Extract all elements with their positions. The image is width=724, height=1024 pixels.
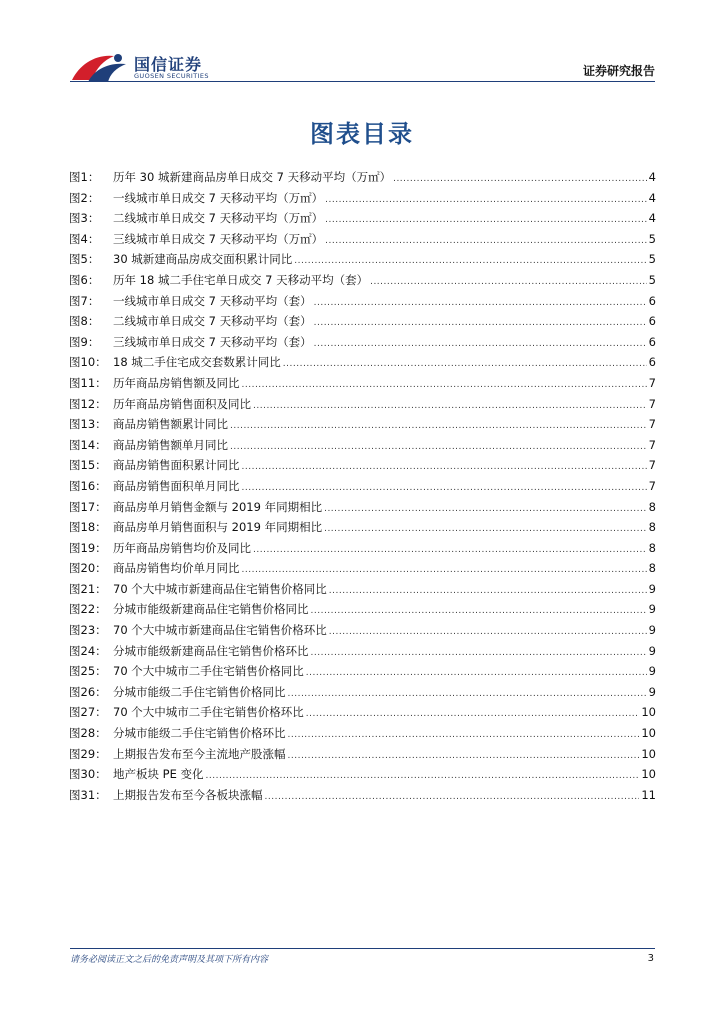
toc-figure-number: 图19： bbox=[69, 540, 107, 555]
toc-page-number: 8 bbox=[648, 520, 656, 535]
toc-item[interactable] bbox=[69, 414, 656, 435]
toc-figure-number: 图9： bbox=[69, 334, 100, 349]
toc-page-number: 8 bbox=[648, 499, 656, 514]
toc-item[interactable] bbox=[69, 167, 656, 188]
toc-figure-number: 图31： bbox=[69, 787, 107, 802]
toc-page-number: 4 bbox=[648, 190, 656, 205]
toc-dot-leader bbox=[253, 540, 647, 561]
toc-figure-number: 图18： bbox=[69, 520, 107, 535]
toc-dot-leader bbox=[324, 519, 647, 540]
toc-figure-number: 图3： bbox=[69, 211, 100, 226]
toc-item[interactable] bbox=[69, 352, 656, 373]
toc-dot-leader bbox=[306, 704, 640, 725]
toc-page-number: 5 bbox=[648, 272, 656, 287]
disclaimer-text: 请务必阅读正文之后的免责声明及其项下所有内容 bbox=[70, 955, 269, 965]
toc-page-number: 7 bbox=[648, 396, 656, 411]
toc-dot-leader bbox=[329, 622, 647, 643]
toc-item[interactable] bbox=[69, 455, 656, 476]
brand-name-cn: 国信证券 bbox=[134, 55, 203, 74]
toc-figure-title: 历年商品房销售均价及同比 bbox=[113, 540, 251, 555]
toc-page-number: 9 bbox=[648, 623, 656, 638]
toc-figure-number: 图11： bbox=[69, 375, 107, 390]
toc-figure-number: 图10： bbox=[69, 355, 107, 370]
toc-figure-title: 70 个大中城市新建商品住宅销售价格同比 bbox=[113, 581, 327, 596]
toc-dot-leader bbox=[288, 725, 640, 746]
toc-figure-number: 图1： bbox=[69, 170, 100, 184]
toc-item[interactable] bbox=[69, 249, 656, 270]
toc-figure-title: 商品房销售面积累计同比 bbox=[113, 458, 240, 473]
toc-item[interactable] bbox=[69, 702, 656, 723]
toc-figure-title: 70 个大中城市新建商品住宅销售价格环比 bbox=[113, 623, 327, 638]
toc-item[interactable] bbox=[69, 579, 656, 600]
toc-item[interactable] bbox=[69, 373, 656, 394]
toc-figure-title: 历年商品房销售额及同比 bbox=[113, 375, 240, 390]
toc-page-number: 9 bbox=[648, 581, 656, 596]
toc-figure-title: 商品房单月销售面积与 2019 年同期相比 bbox=[113, 520, 323, 535]
toc-page-number: 11 bbox=[641, 787, 656, 802]
toc-dot-leader bbox=[242, 478, 647, 499]
toc-figure-title: 三线城市单日成交 7 天移动平均（万㎡） bbox=[113, 231, 324, 246]
toc-figure-title: 商品房销售额累计同比 bbox=[113, 417, 228, 432]
toc-figure-number: 图26： bbox=[69, 684, 107, 699]
toc-page-number: 6 bbox=[648, 293, 656, 308]
toc-item[interactable] bbox=[69, 558, 656, 579]
toc-dot-leader bbox=[265, 787, 640, 808]
toc-page-number: 10 bbox=[641, 726, 656, 741]
toc-figure-number: 图6： bbox=[69, 272, 100, 287]
toc-item[interactable] bbox=[69, 764, 656, 785]
toc-item[interactable] bbox=[69, 620, 656, 641]
toc-dot-leader bbox=[288, 746, 640, 767]
toc-figure-number: 图13： bbox=[69, 417, 107, 432]
toc-figure-number: 图28： bbox=[69, 726, 107, 741]
toc-figure-number: 图24： bbox=[69, 643, 107, 658]
toc-page-number: 5 bbox=[648, 231, 656, 246]
toc-item[interactable] bbox=[69, 208, 656, 229]
toc-figure-title: 历年 18 城二手住宅单日成交 7 天移动平均（套） bbox=[113, 272, 369, 287]
toc-figure-title: 18 城二手住宅成交套数累计同比 bbox=[113, 355, 281, 370]
toc-dot-leader bbox=[283, 354, 647, 375]
toc-item[interactable] bbox=[69, 517, 656, 538]
toc-figure-title: 分城市能级二手住宅销售价格同比 bbox=[113, 684, 286, 699]
toc-figure-title: 分城市能级新建商品住宅销售价格同比 bbox=[113, 602, 309, 617]
toc-page-number: 5 bbox=[648, 252, 656, 267]
toc-item[interactable] bbox=[69, 435, 656, 456]
toc-page-number: 4 bbox=[648, 211, 656, 226]
toc-item[interactable] bbox=[69, 229, 656, 250]
toc-dot-leader bbox=[230, 437, 647, 458]
toc-item[interactable] bbox=[69, 538, 656, 559]
toc-page-number: 4 bbox=[648, 170, 656, 184]
toc-figure-title: 分城市能级二手住宅销售价格环比 bbox=[113, 726, 286, 741]
toc-item[interactable] bbox=[69, 682, 656, 703]
toc-page-number: 10 bbox=[641, 705, 656, 720]
toc-dot-leader bbox=[314, 334, 647, 355]
toc-figure-number: 图27： bbox=[69, 705, 107, 720]
toc-item[interactable] bbox=[69, 785, 656, 806]
toc-dot-leader bbox=[242, 560, 647, 581]
toc-item[interactable] bbox=[69, 744, 656, 765]
page-number: 3 bbox=[647, 953, 654, 964]
toc-dot-leader bbox=[311, 643, 647, 664]
toc-figure-title: 一线城市单日成交 7 天移动平均（套） bbox=[113, 293, 312, 308]
toc-figure-title: 历年 30 城新建商品房单日成交 7 天移动平均（万㎡） bbox=[113, 170, 392, 184]
toc-figure-title: 分城市能级新建商品住宅销售价格环比 bbox=[113, 643, 309, 658]
toc-page-number: 7 bbox=[648, 375, 656, 390]
toc-figure-number: 图21： bbox=[69, 581, 107, 596]
toc-dot-leader bbox=[242, 457, 647, 478]
toc-dot-leader bbox=[325, 190, 647, 211]
toc-figure-number: 图4： bbox=[69, 231, 100, 246]
toc-figure-title: 商品房单月销售金额与 2019 年同期相比 bbox=[113, 499, 323, 514]
toc-figure-number: 图12： bbox=[69, 396, 107, 411]
toc-figure-number: 图14： bbox=[69, 437, 107, 452]
toc-figure-title: 70 个大中城市二手住宅销售价格环比 bbox=[113, 705, 304, 720]
toc-page-number: 10 bbox=[641, 767, 656, 782]
toc-dot-leader bbox=[325, 210, 647, 231]
toc-figure-title: 商品房销售均价单月同比 bbox=[113, 561, 240, 576]
toc-dot-leader bbox=[206, 766, 640, 787]
toc-figure-number: 图29： bbox=[69, 746, 107, 761]
toc-page-number: 8 bbox=[648, 561, 656, 576]
page-title: 图表目录 bbox=[310, 120, 414, 148]
toc-dot-leader bbox=[324, 499, 647, 520]
toc-item[interactable] bbox=[69, 188, 656, 209]
toc-item[interactable] bbox=[69, 661, 656, 682]
toc-item[interactable] bbox=[69, 291, 656, 312]
report-type-label: 证券研究报告 bbox=[582, 64, 655, 78]
toc-dot-leader bbox=[329, 581, 647, 602]
toc-page-number: 7 bbox=[648, 417, 656, 432]
page-header bbox=[0, 0, 724, 90]
toc-dot-leader bbox=[314, 313, 647, 334]
toc-figure-title: 上期报告发布至今各板块涨幅 bbox=[113, 787, 263, 802]
toc-dot-leader bbox=[393, 169, 647, 190]
toc-figure-number: 图20： bbox=[69, 561, 107, 576]
toc-item[interactable] bbox=[69, 311, 656, 332]
toc-figure-title: 商品房销售额单月同比 bbox=[113, 437, 228, 452]
toc-item[interactable] bbox=[69, 599, 656, 620]
toc-page-number: 7 bbox=[648, 458, 656, 473]
toc-figure-title: 二线城市单日成交 7 天移动平均（套） bbox=[113, 314, 312, 329]
toc-page-number: 9 bbox=[648, 602, 656, 617]
toc-page-number: 9 bbox=[648, 664, 656, 679]
toc-item[interactable] bbox=[69, 641, 656, 662]
toc-dot-leader bbox=[294, 251, 646, 272]
toc-figure-title: 30 城新建商品房成交面积累计同比 bbox=[113, 252, 293, 267]
toc-figure-number: 图23： bbox=[69, 623, 107, 638]
toc-figure-number: 图15： bbox=[69, 458, 107, 473]
toc-figure-title: 商品房销售面积单月同比 bbox=[113, 478, 240, 493]
toc-figure-title: 70 个大中城市二手住宅销售价格同比 bbox=[113, 664, 304, 679]
toc-dot-leader bbox=[314, 293, 647, 314]
toc-figure-number: 图7： bbox=[69, 293, 100, 308]
toc-dot-leader bbox=[311, 601, 647, 622]
toc-figure-title: 上期报告发布至今主流地产股涨幅 bbox=[113, 746, 286, 761]
toc-figure-number: 图8： bbox=[69, 314, 100, 329]
toc-item[interactable] bbox=[69, 332, 656, 353]
toc-figure-title: 二线城市单日成交 7 天移动平均（万㎡） bbox=[113, 211, 324, 226]
toc-page-number: 8 bbox=[648, 540, 656, 555]
toc-dot-leader bbox=[242, 375, 647, 396]
toc-dot-leader bbox=[325, 231, 647, 252]
toc-dot-leader bbox=[306, 663, 647, 684]
toc-page-number: 9 bbox=[648, 643, 656, 658]
toc-item[interactable] bbox=[69, 723, 656, 744]
toc-figure-title: 一线城市单日成交 7 天移动平均（万㎡） bbox=[113, 190, 324, 205]
figure-toc-list bbox=[69, 167, 656, 805]
toc-item[interactable] bbox=[69, 270, 656, 291]
toc-page-number: 7 bbox=[648, 437, 656, 452]
toc-page-number: 10 bbox=[641, 746, 656, 761]
toc-page-number: 9 bbox=[648, 684, 656, 699]
toc-figure-number: 图30： bbox=[69, 767, 107, 782]
toc-page-number: 7 bbox=[648, 478, 656, 493]
toc-dot-leader bbox=[370, 272, 647, 293]
footer-divider bbox=[70, 948, 655, 949]
header-divider bbox=[70, 81, 655, 82]
toc-item[interactable] bbox=[69, 476, 656, 497]
toc-page-number: 6 bbox=[648, 314, 656, 329]
toc-figure-number: 图2： bbox=[69, 190, 100, 205]
toc-page-number: 6 bbox=[648, 334, 656, 349]
toc-figure-number: 图25： bbox=[69, 664, 107, 679]
toc-figure-title: 地产板块 PE 变化 bbox=[113, 767, 204, 782]
toc-item[interactable] bbox=[69, 497, 656, 518]
toc-dot-leader bbox=[288, 684, 647, 705]
toc-dot-leader bbox=[230, 416, 647, 437]
toc-figure-number: 图22： bbox=[69, 602, 107, 617]
brand-name-en: GUOSEN SECURITIES bbox=[134, 72, 209, 80]
toc-figure-number: 图17： bbox=[69, 499, 107, 514]
toc-figure-title: 历年商品房销售面积及同比 bbox=[113, 396, 251, 411]
toc-dot-leader bbox=[253, 396, 647, 417]
toc-figure-number: 图16： bbox=[69, 478, 107, 493]
toc-figure-number: 图5： bbox=[69, 252, 100, 267]
toc-item[interactable] bbox=[69, 394, 656, 415]
toc-page-number: 6 bbox=[648, 355, 656, 370]
toc-figure-title: 三线城市单日成交 7 天移动平均（套） bbox=[113, 334, 312, 349]
